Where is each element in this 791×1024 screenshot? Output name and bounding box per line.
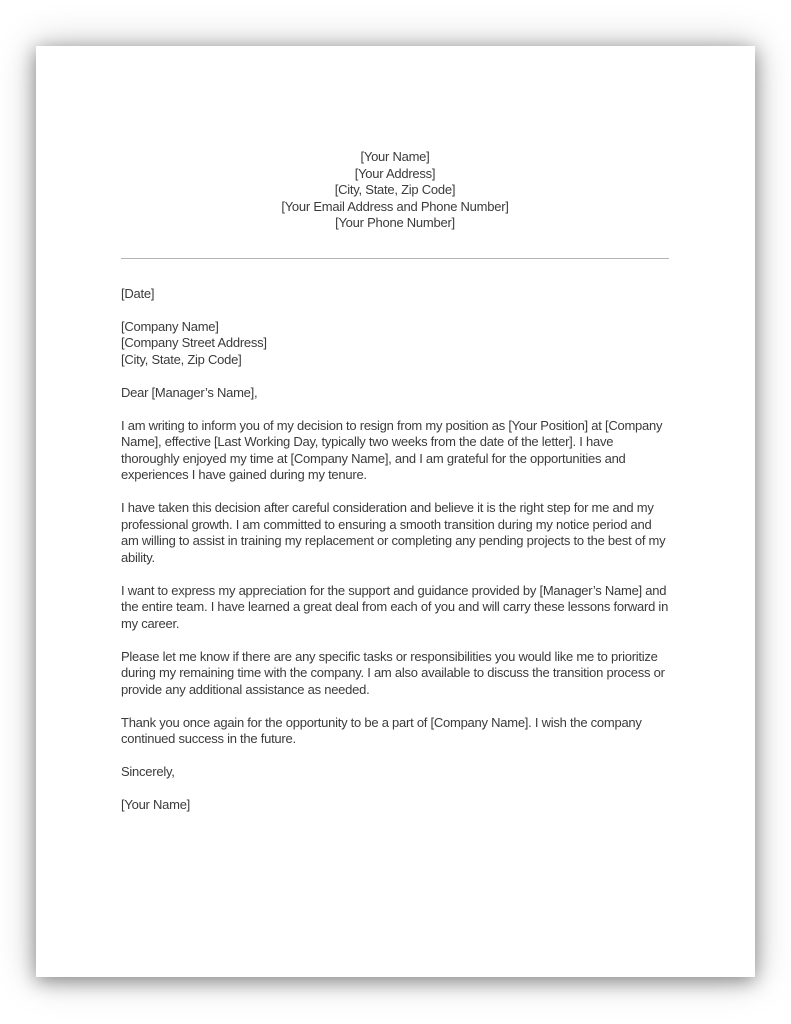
recipient-street-address: [Company Street Address]	[121, 335, 267, 350]
sender-email-phone: [Your Email Address and Phone Number]	[281, 198, 509, 214]
sender-name: [Your Name]	[360, 149, 430, 164]
paragraph-resignation-notice: I am writing to inform you of my decision to resign from my position as [Your Position] at [Company Name], effective [Last Working Day, typically two weeks from the date of the letter]. I have thoroughly enjoyed my time at [Company Name], and I am grateful for the opportunities and experiences I have gained during my tenure.	[121, 417, 663, 482]
header-divider	[121, 258, 669, 259]
paragraph-transition-commitment: I have taken this decision after careful consideration and believe it is the right step for me and my professional growth. I am committed to ensuring a smooth transition during my notice period and am willing to assist in training my replacement or completing any pending projects to the best of my ability.	[121, 500, 666, 565]
salutation: Dear [Manager’s Name],	[121, 384, 258, 400]
recipient-city-state-zip: [City, State, Zip Code]	[121, 351, 242, 367]
signature-name: [Your Name]	[121, 797, 191, 812]
paragraph-remaining-tasks: Please let me know if there are any specific tasks or responsibilities you would like me to prioritize during my remaining time with the company. I am also available to discuss the transition process or provide any additional assistance as needed.	[121, 648, 665, 697]
sender-address-block	[121, 149, 669, 232]
sender-address: [Your Address]	[354, 165, 436, 181]
closing: Sincerely,	[121, 764, 175, 779]
paragraph-thanks: Thank you once again for the opportunity to be a part of [Company Name]. I wish the company continued success in the future.	[121, 714, 642, 746]
date-line: [Date]	[121, 285, 155, 301]
recipient-address-block	[121, 319, 669, 369]
recipient-company-name: [Company Name]	[121, 318, 219, 334]
paragraph-appreciation: I want to express my appreciation for the support and guidance provided by [Manager’s Name] and the entire team. I have learned a great deal from each of you and will carry these lessons forward in my career.	[121, 582, 669, 631]
sender-phone: [Your Phone Number]	[335, 215, 455, 230]
sender-city-state-zip: [City, State, Zip Code]	[334, 182, 456, 197]
letter-page	[36, 46, 755, 977]
